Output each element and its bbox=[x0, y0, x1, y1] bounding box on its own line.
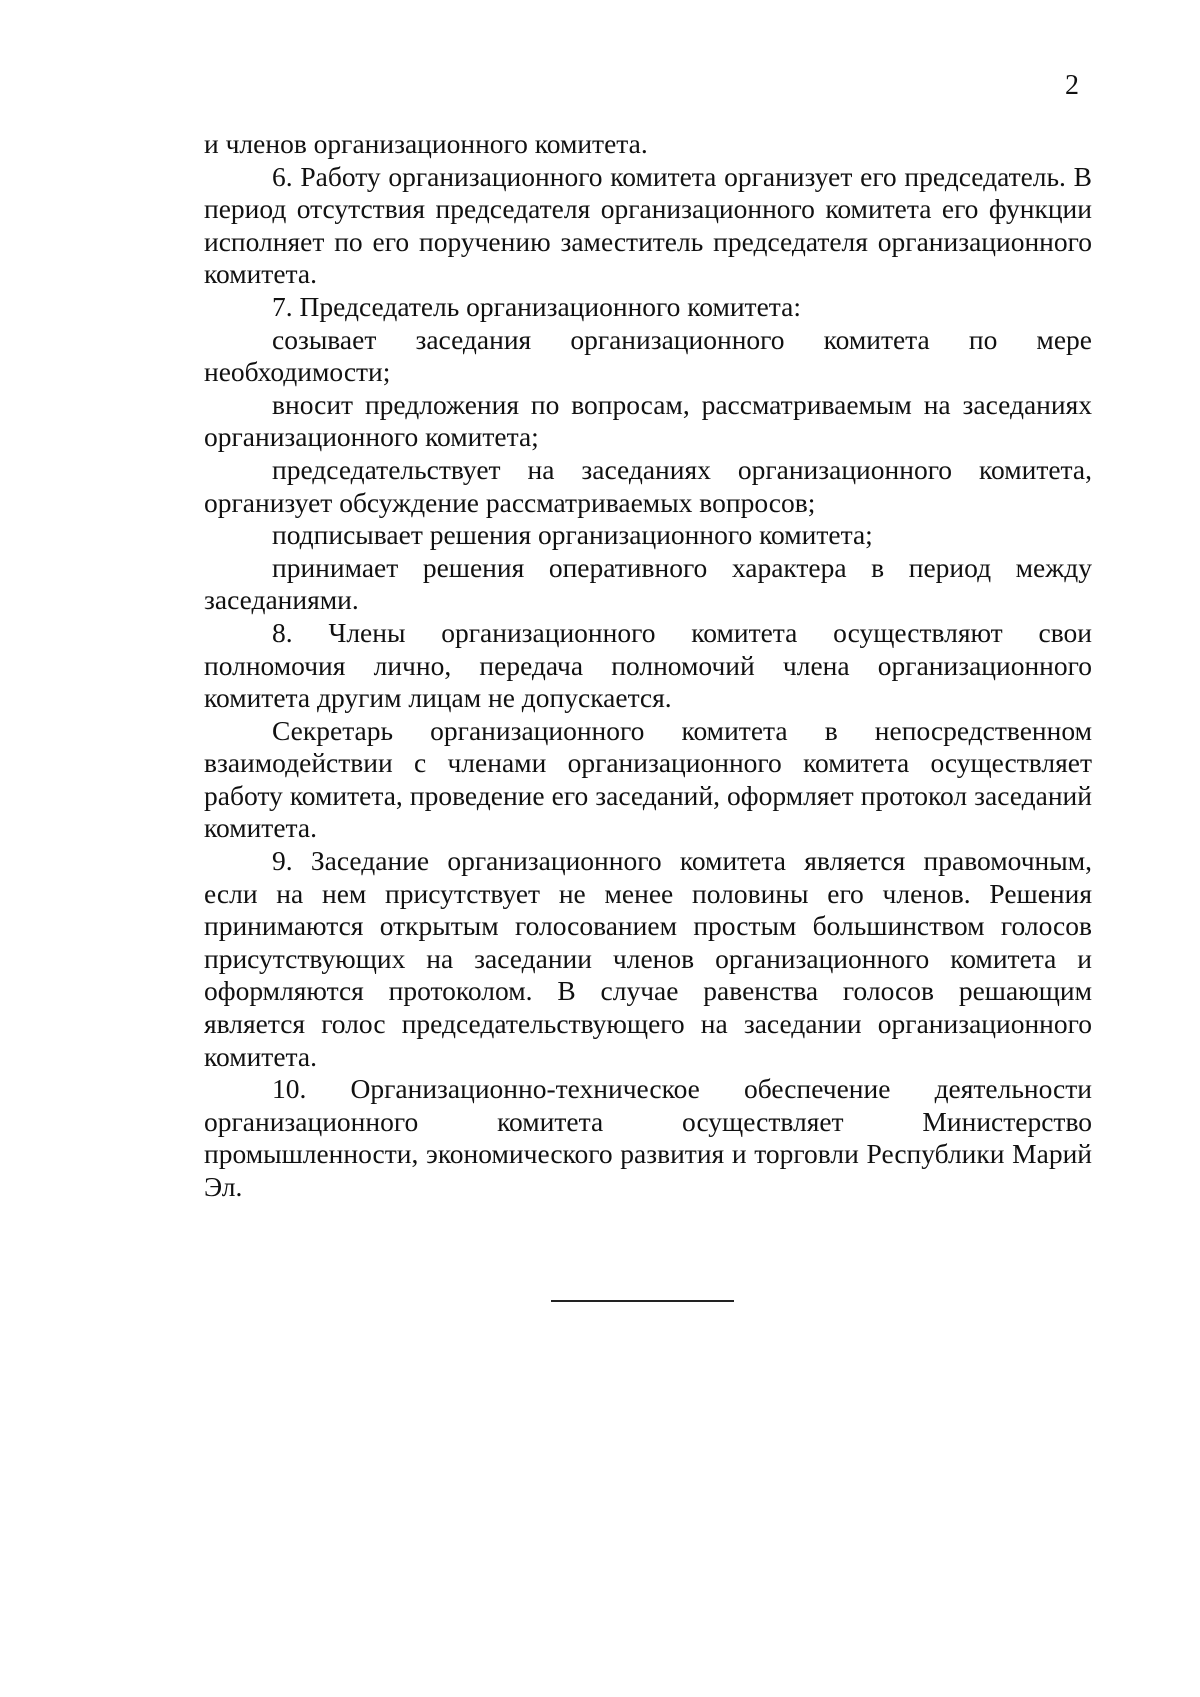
page-number: 2 bbox=[1065, 70, 1079, 101]
paragraph-9: 9. Заседание организационного комитета является правомочным, если на нем присутствует не менее половины его членов. Решения принимаются открытым голосованием простым большинством голосов присутствующих на заседании членов организационного комитета и оформляются протоколом. В случае равенства голосов решающим является голос председательствующего на заседании организационного комитета. bbox=[204, 845, 1092, 1072]
paragraph-continuation: и членов организационного комитета. bbox=[204, 128, 648, 159]
paragraph-7-item-decisions: принимает решения оперативного характера в период между заседаниями. bbox=[204, 551, 1092, 616]
paragraph-7-item-proposals: вносит предложения по вопросам, рассматриваемым на заседаниях организационного комитета; bbox=[204, 388, 1092, 453]
paragraph-7-item-presides: председательствует на заседаниях организационного комитета, организует обсуждение рассматриваемых вопросов; bbox=[204, 453, 1092, 518]
paragraph-7: 7. Председатель организационного комитета: bbox=[272, 290, 801, 322]
paragraph-8-secretary: Секретарь организационного комитета в непосредственном взаимодействии с членами организационного комитета осуществляет работу комитета, проведение его заседаний, оформляет протокол заседаний комитета. bbox=[204, 714, 1092, 844]
paragraph-7-item-signs: подписывает решения организационного комитета; bbox=[272, 519, 873, 551]
paragraph-10: 10. Организационно-техническое обеспечение деятельности организационного комитета осуществляет Министерство промышленности, экономического развития и торговли Республики Марий Эл. bbox=[204, 1073, 1092, 1202]
end-of-document-rule bbox=[551, 1300, 734, 1302]
document-body bbox=[204, 128, 1092, 1204]
paragraph-6: 6. Работу организационного комитета организует его председатель. В период отсутствия председателя организационного комитета его функции исполняет по его поручению заместитель председателя организационного комитета. bbox=[204, 160, 1092, 290]
paragraph-8: 8. Члены организационного комитета осуществляют свои полномочия лично, передача полномочий члена организационного комитета другим лицам не допускается. bbox=[204, 616, 1092, 714]
paragraph-7-item-convenes: созывает заседания организационного комитета по мере необходимости; bbox=[204, 323, 1092, 388]
